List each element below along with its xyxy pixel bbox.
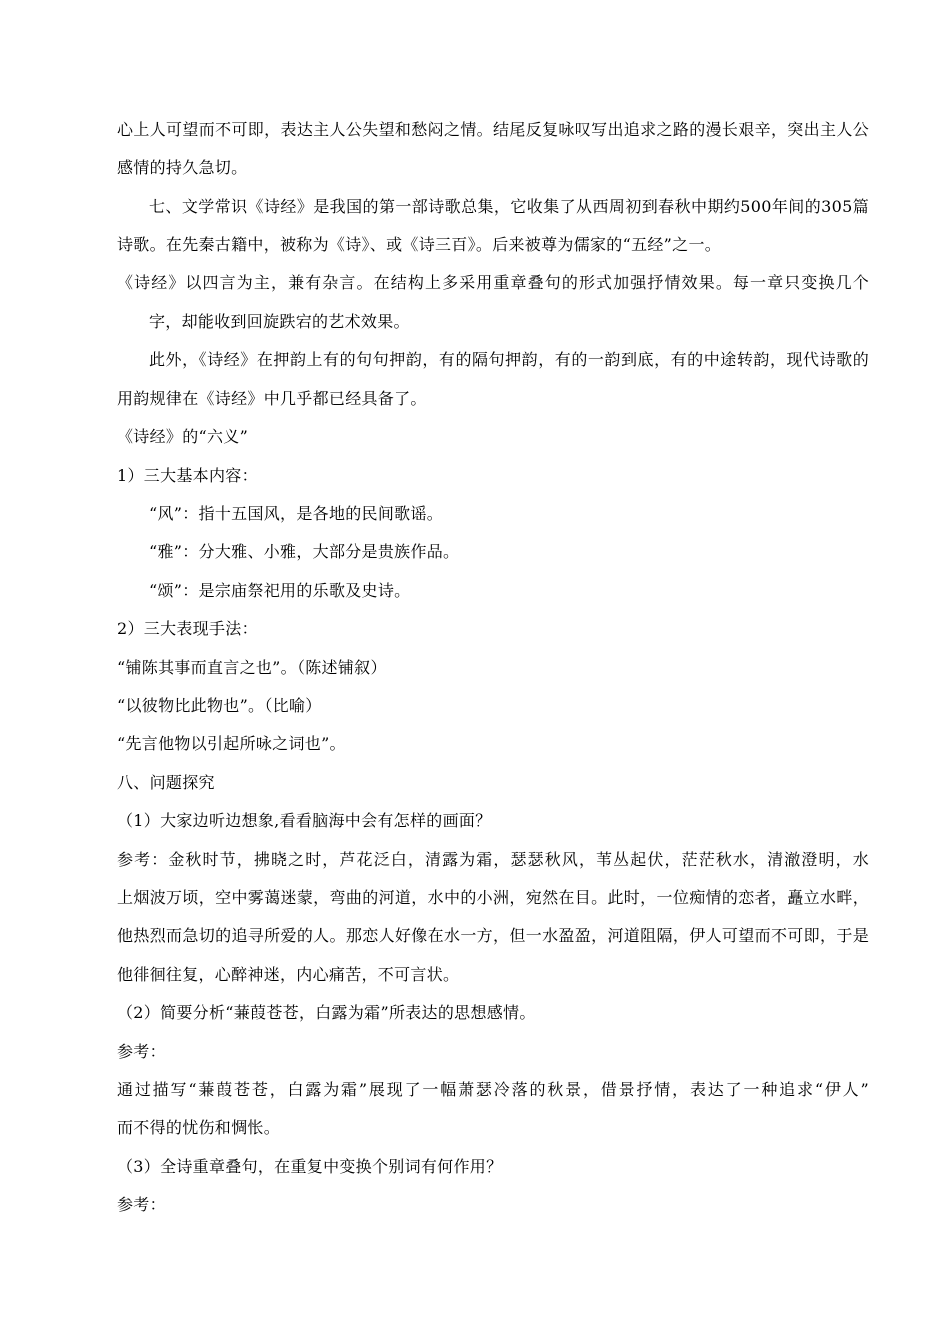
answer-3-label: 参考： [117,1195,166,1214]
answer-1-line-3: 他热烈而急切的追寻所爱的人。那恋人好像在水一方，但一水盈盈，河道阻隔，伊人可望而不可即，于是 [117,926,869,945]
section-8-heading: 八、问题探究 [117,773,215,792]
question-2: （2）简要分析“蒹葭苍苍，白露为霜”所表达的思想感情。 [117,1003,536,1022]
six-meanings-heading: 《诗经》的“六义” [117,427,249,446]
list-item-bi: “以彼物比此物也”。（比喻） [117,696,322,715]
question-1: （1）大家边听边想象,看看脑海中会有怎样的画面？ [117,811,492,830]
paragraph-line-1: 心上人可望而不可即，表达主人公失望和愁闷之情。结尾反复咏叹写出追求之路的漫长艰辛，突出主人公 [117,120,869,139]
answer-1-line-2: 上烟波万顷，空中雾蔼迷蒙，弯曲的河道，水中的小洲，宛然在目。此时，一位痴情的恋者，矗立水畔， [117,888,869,907]
list-item-fu: “铺陈其事而直言之也”。（陈述铺叙） [117,658,387,677]
paragraph-line-2: 感情的持久急切。 [117,158,248,177]
list-heading-1: 1）三大基本内容： [117,466,258,485]
list-item-ya: “雅”：分大雅、小雅，大部分是贵族作品。 [149,542,460,561]
paragraph-line-5: 《诗经》以四言为主，兼有杂言。在结构上多采用重章叠句的形式加强抒情效果。每一章只变换几个 [117,273,869,292]
answer-2-label: 参考： [117,1042,166,1061]
section-7-heading-line: 七、文学常识《诗经》是我国的第一部诗歌总集，它收集了从西周初到春秋中期约500年间的305篇 [149,197,869,216]
list-item-xing: “先言他物以引起所咏之词也”。 [117,734,346,753]
question-3: （3）全诗重章叠句，在重复中变换个别词有何作用？ [117,1157,503,1176]
paragraph-line-6: 字，却能收到回旋跌宕的艺术效果。 [149,312,410,331]
paragraph-line-4: 诗歌。在先秦古籍中，被称为《诗》、或《诗三百》。后来被尊为儒家的“五经”之一。 [117,235,722,254]
answer-2-line-1: 通过描写“蒹葭苍苍，白露为霜”展现了一幅萧瑟冷落的秋景，借景抒情，表达了一种追求“伊人” [117,1080,869,1099]
list-item-feng: “风”：指十五国风，是各地的民间歌谣。 [149,504,444,523]
paragraph-line-7: 此外，《诗经》在押韵上有的句句押韵，有的隔句押韵，有的一韵到底，有的中途转韵，现代诗歌的 [149,350,869,369]
list-heading-2: 2）三大表现手法： [117,619,258,638]
answer-1-line-1: 参考：金秋时节，拂晓之时，芦花泛白，清露为霜，瑟瑟秋风，苇丛起伏，茫茫秋水，清澈澄明，水 [117,850,869,869]
answer-2-line-2: 而不得的忧伤和惆怅。 [117,1118,281,1137]
answer-1-line-4: 他徘徊往复，心醉神迷，内心痛苦，不可言状。 [117,965,460,984]
list-item-song: “颂”：是宗庙祭祀用的乐歌及史诗。 [149,581,411,600]
paragraph-line-8: 用韵规律在《诗经》中几乎都已经具备了。 [117,389,427,408]
